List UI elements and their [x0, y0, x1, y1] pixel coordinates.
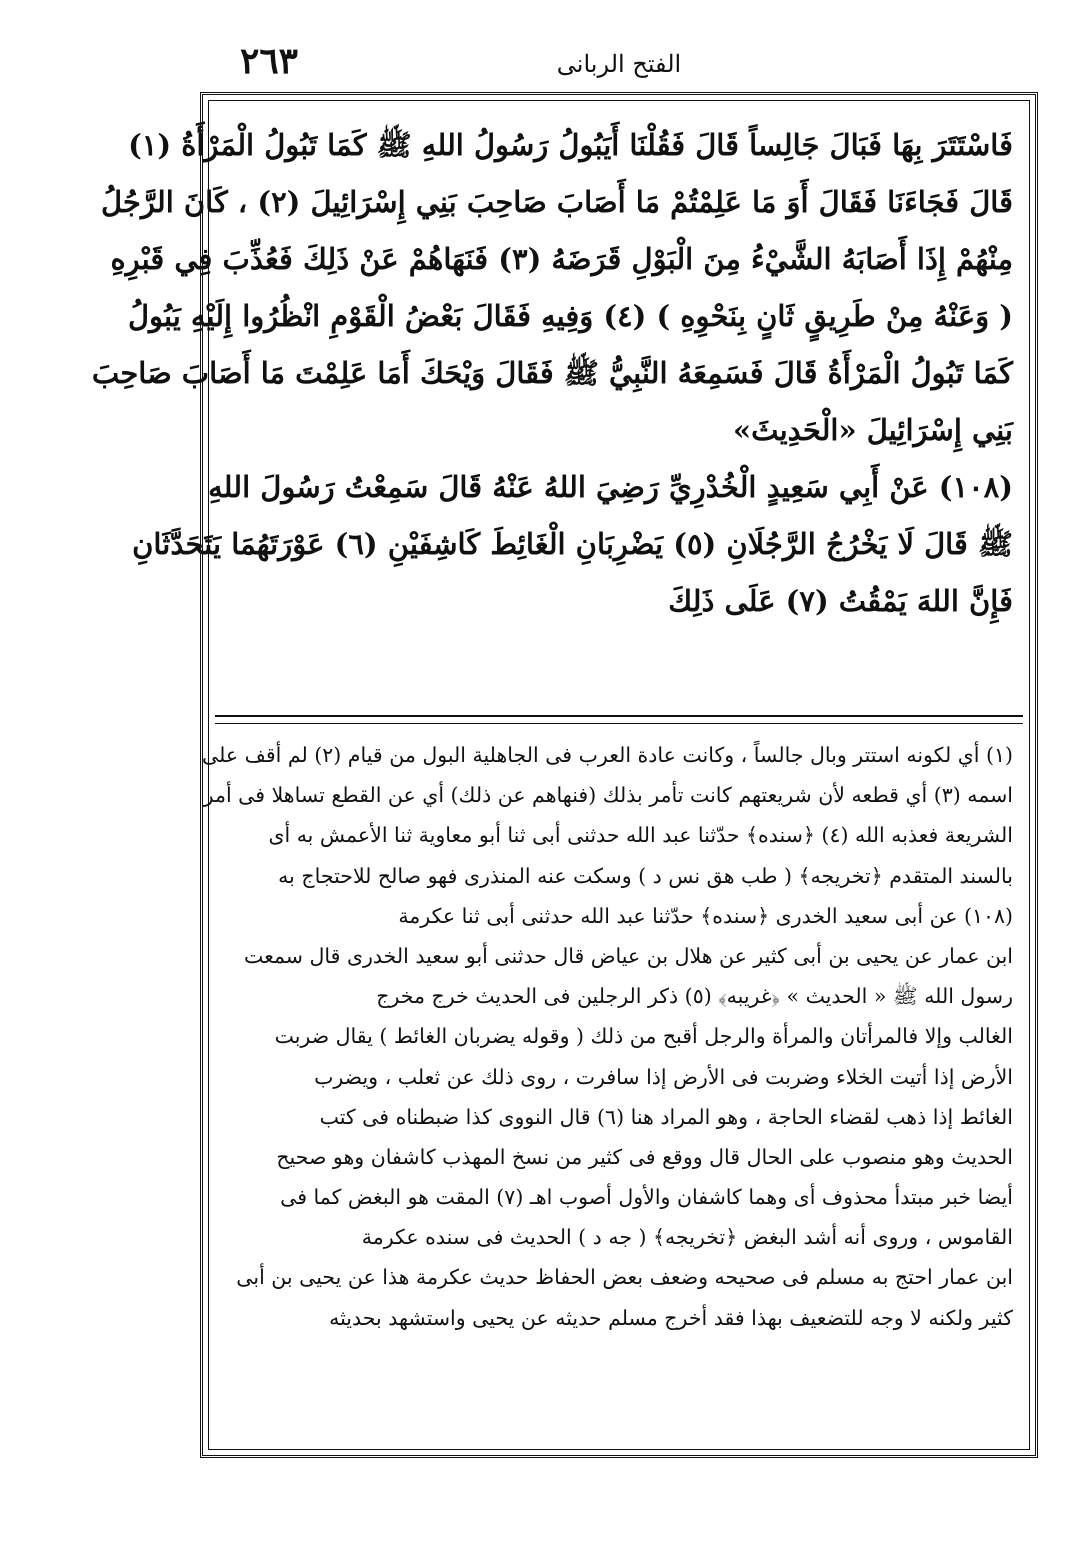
main-text-line: ( وَعَنْهُ مِنْ طَرِيقٍ ثَانٍ بِنَحْوِهِ ) (٤) وَفِيهِ فَقَالَ بَعْضُ الْقَوْمِ انْظُرُوا إِلَيْهِ يَبُولُ	[127, 299, 1013, 333]
main-text-line: مِنْهُمْ إِذَا أَصَابَهُ الشَّيْءُ مِنَ الْبَوْلِ قَرَضَهُ (٣) فَنَهَاهُمْ عَنْ ذَلِكَ فَعُذِّبَ فِي قَبْرِهِ	[110, 242, 1013, 276]
main-text-line: فَإِنَّ اللهَ يَمْقُتُ (٧) عَلَى ذَلِكَ	[668, 584, 1013, 618]
footnote-line: بالسند المتقدم ﴿تخريجه﴾ ( طب هق نس د ) وسكت عنه المنذرى فهو صالح للاحتجاج به	[278, 863, 1013, 888]
main-text-line: بَنِي إِسْرَائِيلَ «الْحَدِيثَ»	[732, 413, 1013, 447]
footnote-line: الشريعة فعذبه الله (٤) ﴿سنده﴾ حدّثنا عبد الله حدثنى أبى ثنا أبو معاوية ثنا الأعمش به أى	[268, 823, 1013, 848]
footnote-line: رسول الله ﷺ « الحديث » ﴿غريبه﴾ (٥) ذكر الرجلين فى الحديث خرج مخرج	[376, 984, 1013, 1009]
footnote-line: ابن عمار احتج به مسلم فى صحيحه وضعف بعض الحفاظ حديث عكرمة هذا عن يحيى بن أبى	[236, 1265, 1013, 1290]
footnote-divider	[215, 715, 1023, 724]
footnote-line: الغائط إذا ذهب لقضاء الحاجة ، وهو المراد هنا (٦) قال النووى كذا ضبطناه فى كتب	[319, 1104, 1013, 1129]
footnote-line: الغالب وإلا فالمرأتان والمرأة والرجل أقبح من ذلك ( وقوله يضربان الغائط ) يقال ضربت	[274, 1024, 1013, 1049]
running-title: الفتح الربانى	[556, 50, 682, 78]
footnote-line: ابن عمار عن يحيى بن أبى كثير عن هلال بن عياض قال حدثنى أبو سعيد الخدرى قال سمعت	[243, 943, 1013, 968]
main-text-line: ﷺ قَالَ لَا يَخْرُجُ الرَّجُلَانِ (٥) يَضْرِبَانِ الْغَائِطَ كَاشِفَيْنِ (٦) عَوْرَتَهُمَا يَتَحَدَّثَانِ	[132, 527, 1013, 561]
footnote-line: (١) أي لكونه استتر وبال جالساً ، وكانت عادة العرب فى الجاهلية البول من قيام (٢) لم أقف على	[202, 743, 1013, 767]
footnote-line: (١٠٨) عن أبى سعيد الخدرى ﴿سنده﴾ حدّثنا عبد الله حدثنى أبى ثنا عكرمة	[398, 903, 1013, 928]
footnote-line: الحديث وهو منصوب على الحال قال ووقع فى كثير من نسخ المهذب كاشفان وهو صحيح	[276, 1144, 1013, 1169]
main-text-line: قَالَ فَجَاءَنَا فَقَالَ أَوَ مَا عَلِمْتُمْ مَا أَصَابَ صَاحِبَ بَنِي إِسْرَائِيلَ (٢) ، كَانَ الرَّجُلُ	[100, 185, 1013, 219]
footnote-line: أيضا خبر مبتدأ محذوف أى وهما كاشفان والأول أصوب اهـ (٧) المقت هو البغض كما فى	[280, 1185, 1013, 1210]
footnote-line: القاموس ، وروى أنه أشد البغض ﴿تخريجه﴾ ( جه د ) الحديث فى سنده عكرمة	[361, 1225, 1013, 1250]
footnote-line: كثير ولكنه لا وجه للتضعيف بهذا فقد أخرج مسلم حديثه عن يحيى واستشهد بحديثه	[329, 1305, 1013, 1330]
page-header	[200, 36, 1038, 94]
main-text-line: فَاسْتَتَرَ بِهَا فَبَالَ جَالِساً قَالَ فَقُلْنَا أَيَبُولُ رَسُولُ اللهِ ﷺ كَمَا تَبُولُ الْمَرْأَةُ (١)	[128, 128, 1013, 162]
main-text	[91, 117, 1013, 630]
footnote-line: اسمه (٣) أي قطعه لأن شريعتهم كانت تأمر بذلك (فنهاهم عن ذلك) أي عن القطع تساهلا فى أمر	[203, 783, 1013, 808]
page-number: ٢٦٣	[240, 40, 299, 82]
page-frame	[91, 92, 1038, 1458]
main-text-line: كَمَا تَبُولُ الْمَرْأَةُ قَالَ فَسَمِعَهُ النَّبِيُّ ﷺ فَقَالَ وَيْحَكَ أَمَا عَلِمْتَ مَا أَصَابَ صَاحِبَ	[91, 356, 1013, 390]
footnote-line: الأرض إذا أتيت الخلاء وضربت فى الأرض إذا سافرت ، روى ذلك عن ثعلب ، ويضرب	[314, 1064, 1013, 1089]
main-text-line: (١٠٨) عَنْ أَبِي سَعِيدٍ الْخُدْرِيِّ رَضِيَ اللهُ عَنْهُ قَالَ سَمِعْتُ رَسُولَ اللهِ	[208, 470, 1013, 504]
footnotes	[202, 735, 1013, 1338]
